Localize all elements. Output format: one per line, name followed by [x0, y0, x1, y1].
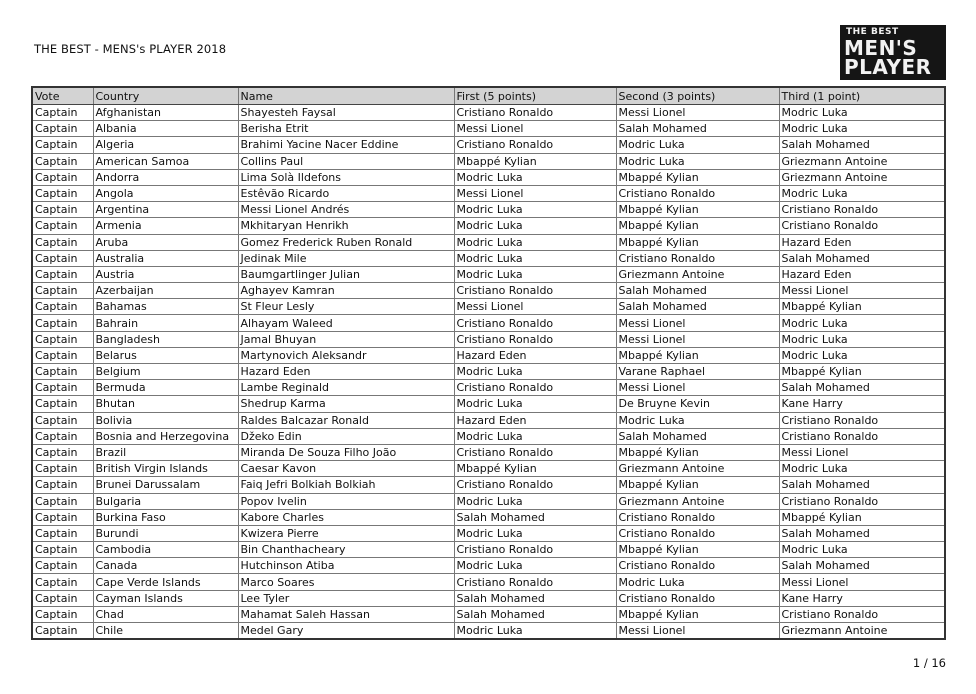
country-cell: Cambodia	[93, 542, 238, 558]
table-row	[32, 493, 945, 509]
second-choice-cell: Messi Lionel	[616, 315, 779, 331]
first-choice-cell: Cristiano Ronaldo	[454, 105, 616, 121]
second-choice-cell: Mbappé Kylian	[616, 542, 779, 558]
vote-cell: Captain	[32, 477, 93, 493]
country-cell: Afghanistan	[93, 105, 238, 121]
country-cell: Bhutan	[93, 396, 238, 412]
table-row	[32, 283, 945, 299]
table-row	[32, 396, 945, 412]
table-row	[32, 121, 945, 137]
table-row	[32, 428, 945, 444]
name-cell: Kabore Charles	[238, 509, 454, 525]
name-cell: Shayesteh Faysal	[238, 105, 454, 121]
second-choice-cell: Cristiano Ronaldo	[616, 509, 779, 525]
logo-line-2: MEN'S	[844, 36, 918, 60]
first-choice-cell: Modric Luka	[454, 169, 616, 185]
first-choice-cell: Cristiano Ronaldo	[454, 283, 616, 299]
third-choice-cell: Salah Mohamed	[779, 525, 945, 541]
third-choice-cell: Cristiano Ronaldo	[779, 493, 945, 509]
table-row	[32, 250, 945, 266]
second-choice-cell: Mbappé Kylian	[616, 218, 779, 234]
vote-cell: Captain	[32, 444, 93, 460]
vote-cell: Captain	[32, 299, 93, 315]
third-choice-cell: Mbappé Kylian	[779, 364, 945, 380]
second-choice-cell: Griezmann Antoine	[616, 461, 779, 477]
first-choice-cell: Cristiano Ronaldo	[454, 380, 616, 396]
second-choice-cell: Griezmann Antoine	[616, 266, 779, 282]
country-cell: Bahamas	[93, 299, 238, 315]
name-cell: Lambe Reginald	[238, 380, 454, 396]
third-choice-cell: Modric Luka	[779, 331, 945, 347]
third-choice-cell: Salah Mohamed	[779, 137, 945, 153]
country-cell: Cape Verde Islands	[93, 574, 238, 590]
vote-cell: Captain	[32, 185, 93, 201]
vote-cell: Captain	[32, 380, 93, 396]
second-choice-cell: De Bruyne Kevin	[616, 396, 779, 412]
first-choice-cell: Cristiano Ronaldo	[454, 331, 616, 347]
third-choice-cell: Salah Mohamed	[779, 558, 945, 574]
name-cell: Alhayam Waleed	[238, 315, 454, 331]
table-row	[32, 153, 945, 169]
first-choice-cell: Salah Mohamed	[454, 606, 616, 622]
country-cell: Canada	[93, 558, 238, 574]
country-cell: Armenia	[93, 218, 238, 234]
country-cell: British Virgin Islands	[93, 461, 238, 477]
first-choice-cell: Cristiano Ronaldo	[454, 444, 616, 460]
vote-cell: Captain	[32, 461, 93, 477]
name-cell: Marco Soares	[238, 574, 454, 590]
name-cell: Baumgartlinger Julian	[238, 266, 454, 282]
second-choice-cell: Messi Lionel	[616, 623, 779, 640]
second-choice-cell: Cristiano Ronaldo	[616, 525, 779, 541]
vote-cell: Captain	[32, 347, 93, 363]
second-choice-cell: Mbappé Kylian	[616, 202, 779, 218]
name-cell: Lee Tyler	[238, 590, 454, 606]
logo-line-1: THE BEST	[846, 27, 899, 37]
second-choice-cell: Salah Mohamed	[616, 428, 779, 444]
column-header-third: Third (1 point)	[779, 87, 945, 105]
name-cell: Berisha Etrit	[238, 121, 454, 137]
first-choice-cell: Messi Lionel	[454, 299, 616, 315]
third-choice-cell: Cristiano Ronaldo	[779, 412, 945, 428]
third-choice-cell: Modric Luka	[779, 315, 945, 331]
country-cell: Argentina	[93, 202, 238, 218]
table-row	[32, 218, 945, 234]
country-cell: Brunei Darussalam	[93, 477, 238, 493]
table-row	[32, 347, 945, 363]
second-choice-cell: Cristiano Ronaldo	[616, 250, 779, 266]
second-choice-cell: Modric Luka	[616, 137, 779, 153]
first-choice-cell: Modric Luka	[454, 525, 616, 541]
third-choice-cell: Griezmann Antoine	[779, 169, 945, 185]
name-cell: Shedrup Karma	[238, 396, 454, 412]
table-row	[32, 412, 945, 428]
third-choice-cell: Kane Harry	[779, 396, 945, 412]
country-cell: Bosnia and Herzegovina	[93, 428, 238, 444]
first-choice-cell: Salah Mohamed	[454, 590, 616, 606]
vote-cell: Captain	[32, 623, 93, 640]
country-cell: Cayman Islands	[93, 590, 238, 606]
vote-cell: Captain	[32, 509, 93, 525]
second-choice-cell: Modric Luka	[616, 412, 779, 428]
column-header-country: Country	[93, 87, 238, 105]
document-title: THE BEST - MENS's PLAYER 2018	[34, 42, 227, 56]
third-choice-cell: Mbappé Kylian	[779, 299, 945, 315]
second-choice-cell: Cristiano Ronaldo	[616, 185, 779, 201]
second-choice-cell: Salah Mohamed	[616, 283, 779, 299]
third-choice-cell: Modric Luka	[779, 105, 945, 121]
logo-line-3: PLAYER	[844, 55, 932, 79]
vote-cell: Captain	[32, 283, 93, 299]
first-choice-cell: Cristiano Ronaldo	[454, 137, 616, 153]
third-choice-cell: Cristiano Ronaldo	[779, 202, 945, 218]
third-choice-cell: Modric Luka	[779, 185, 945, 201]
second-choice-cell: Salah Mohamed	[616, 121, 779, 137]
name-cell: Martynovich Aleksandr	[238, 347, 454, 363]
table-row	[32, 234, 945, 250]
first-choice-cell: Modric Luka	[454, 493, 616, 509]
first-choice-cell: Messi Lionel	[454, 185, 616, 201]
name-cell: Hutchinson Atiba	[238, 558, 454, 574]
table-row	[32, 331, 945, 347]
first-choice-cell: Modric Luka	[454, 234, 616, 250]
third-choice-cell: Messi Lionel	[779, 283, 945, 299]
second-choice-cell: Modric Luka	[616, 153, 779, 169]
country-cell: Bulgaria	[93, 493, 238, 509]
table-row	[32, 266, 945, 282]
country-cell: Austria	[93, 266, 238, 282]
vote-cell: Captain	[32, 493, 93, 509]
country-cell: Chad	[93, 606, 238, 622]
name-cell: Džeko Edin	[238, 428, 454, 444]
third-choice-cell: Hazard Eden	[779, 234, 945, 250]
country-cell: Andorra	[93, 169, 238, 185]
table-row	[32, 444, 945, 460]
second-choice-cell: Mbappé Kylian	[616, 347, 779, 363]
vote-cell: Captain	[32, 331, 93, 347]
country-cell: Brazil	[93, 444, 238, 460]
name-cell: Mahamat Saleh Hassan	[238, 606, 454, 622]
first-choice-cell: Modric Luka	[454, 266, 616, 282]
second-choice-cell: Messi Lionel	[616, 331, 779, 347]
table-row	[32, 606, 945, 622]
vote-cell: Captain	[32, 234, 93, 250]
third-choice-cell: Salah Mohamed	[779, 380, 945, 396]
name-cell: Jamal Bhuyan	[238, 331, 454, 347]
vote-cell: Captain	[32, 250, 93, 266]
name-cell: Estêvão Ricardo	[238, 185, 454, 201]
second-choice-cell: Mbappé Kylian	[616, 444, 779, 460]
country-cell: Bolivia	[93, 412, 238, 428]
table-row	[32, 477, 945, 493]
second-choice-cell: Messi Lionel	[616, 380, 779, 396]
second-choice-cell: Modric Luka	[616, 574, 779, 590]
first-choice-cell: Modric Luka	[454, 396, 616, 412]
vote-cell: Captain	[32, 266, 93, 282]
first-choice-cell: Mbappé Kylian	[454, 461, 616, 477]
second-choice-cell: Cristiano Ronaldo	[616, 590, 779, 606]
first-choice-cell: Modric Luka	[454, 202, 616, 218]
third-choice-cell: Cristiano Ronaldo	[779, 428, 945, 444]
table-row	[32, 542, 945, 558]
country-cell: Albania	[93, 121, 238, 137]
vote-cell: Captain	[32, 105, 93, 121]
vote-cell: Captain	[32, 525, 93, 541]
table-row	[32, 169, 945, 185]
vote-cell: Captain	[32, 558, 93, 574]
first-choice-cell: Cristiano Ronaldo	[454, 574, 616, 590]
table-row	[32, 315, 945, 331]
third-choice-cell: Modric Luka	[779, 461, 945, 477]
first-choice-cell: Salah Mohamed	[454, 509, 616, 525]
vote-cell: Captain	[32, 121, 93, 137]
country-cell: Australia	[93, 250, 238, 266]
first-choice-cell: Messi Lionel	[454, 121, 616, 137]
vote-cell: Captain	[32, 364, 93, 380]
vote-cell: Captain	[32, 153, 93, 169]
second-choice-cell: Mbappé Kylian	[616, 234, 779, 250]
name-cell: Collins Paul	[238, 153, 454, 169]
vote-cell: Captain	[32, 428, 93, 444]
name-cell: Popov Ivelin	[238, 493, 454, 509]
table-row	[32, 137, 945, 153]
third-choice-cell: Mbappé Kylian	[779, 509, 945, 525]
vote-cell: Captain	[32, 169, 93, 185]
country-cell: Bahrain	[93, 315, 238, 331]
vote-cell: Captain	[32, 315, 93, 331]
country-cell: Bangladesh	[93, 331, 238, 347]
table-row	[32, 558, 945, 574]
name-cell: Brahimi Yacine Nacer Eddine	[238, 137, 454, 153]
country-cell: American Samoa	[93, 153, 238, 169]
table-row	[32, 299, 945, 315]
first-choice-cell: Cristiano Ronaldo	[454, 542, 616, 558]
vote-cell: Captain	[32, 542, 93, 558]
third-choice-cell: Messi Lionel	[779, 444, 945, 460]
country-cell: Aruba	[93, 234, 238, 250]
table-row	[32, 380, 945, 396]
vote-cell: Captain	[32, 218, 93, 234]
name-cell: Miranda De Souza Filho João	[238, 444, 454, 460]
country-cell: Burundi	[93, 525, 238, 541]
country-cell: Algeria	[93, 137, 238, 153]
country-cell: Azerbaijan	[93, 283, 238, 299]
table-row	[32, 461, 945, 477]
second-choice-cell: Salah Mohamed	[616, 299, 779, 315]
name-cell: Faiq Jefri Bolkiah Bolkiah	[238, 477, 454, 493]
country-cell: Angola	[93, 185, 238, 201]
country-cell: Burkina Faso	[93, 509, 238, 525]
first-choice-cell: Modric Luka	[454, 218, 616, 234]
third-choice-cell: Kane Harry	[779, 590, 945, 606]
second-choice-cell: Mbappé Kylian	[616, 477, 779, 493]
first-choice-cell: Modric Luka	[454, 250, 616, 266]
first-choice-cell: Cristiano Ronaldo	[454, 315, 616, 331]
third-choice-cell: Modric Luka	[779, 542, 945, 558]
first-choice-cell: Modric Luka	[454, 623, 616, 640]
name-cell: Raldes Balcazar Ronald	[238, 412, 454, 428]
third-choice-cell: Hazard Eden	[779, 266, 945, 282]
name-cell: Messi Lionel Andrés	[238, 202, 454, 218]
vote-cell: Captain	[32, 412, 93, 428]
second-choice-cell: Mbappé Kylian	[616, 169, 779, 185]
table-row	[32, 202, 945, 218]
name-cell: St Fleur Lesly	[238, 299, 454, 315]
name-cell: Mkhitaryan Henrikh	[238, 218, 454, 234]
table-row	[32, 509, 945, 525]
first-choice-cell: Hazard Eden	[454, 412, 616, 428]
name-cell: Hazard Eden	[238, 364, 454, 380]
third-choice-cell: Griezmann Antoine	[779, 623, 945, 640]
first-choice-cell: Hazard Eden	[454, 347, 616, 363]
name-cell: Lima Solà Ildefons	[238, 169, 454, 185]
column-header-first: First (5 points)	[454, 87, 616, 105]
second-choice-cell: Cristiano Ronaldo	[616, 558, 779, 574]
vote-cell: Captain	[32, 574, 93, 590]
second-choice-cell: Messi Lionel	[616, 105, 779, 121]
third-choice-cell: Salah Mohamed	[779, 477, 945, 493]
column-header-name: Name	[238, 87, 454, 105]
name-cell: Bin Chanthacheary	[238, 542, 454, 558]
first-choice-cell: Modric Luka	[454, 558, 616, 574]
first-choice-cell: Modric Luka	[454, 428, 616, 444]
table-row	[32, 105, 945, 121]
name-cell: Medel Gary	[238, 623, 454, 640]
third-choice-cell: Griezmann Antoine	[779, 153, 945, 169]
country-cell: Chile	[93, 623, 238, 640]
name-cell: Kwizera Pierre	[238, 525, 454, 541]
votes-table	[31, 86, 946, 640]
country-cell: Belgium	[93, 364, 238, 380]
second-choice-cell: Mbappé Kylian	[616, 606, 779, 622]
second-choice-cell: Griezmann Antoine	[616, 493, 779, 509]
country-cell: Bermuda	[93, 380, 238, 396]
third-choice-cell: Modric Luka	[779, 121, 945, 137]
table-row	[32, 364, 945, 380]
vote-cell: Captain	[32, 202, 93, 218]
table-row	[32, 590, 945, 606]
first-choice-cell: Modric Luka	[454, 364, 616, 380]
vote-cell: Captain	[32, 606, 93, 622]
third-choice-cell: Cristiano Ronaldo	[779, 606, 945, 622]
country-cell: Belarus	[93, 347, 238, 363]
table-row	[32, 574, 945, 590]
table-header-row	[32, 87, 945, 105]
third-choice-cell: Messi Lionel	[779, 574, 945, 590]
column-header-vote: Vote	[32, 87, 93, 105]
name-cell: Jedinak Mile	[238, 250, 454, 266]
vote-cell: Captain	[32, 137, 93, 153]
third-choice-cell: Cristiano Ronaldo	[779, 218, 945, 234]
first-choice-cell: Mbappé Kylian	[454, 153, 616, 169]
table-row	[32, 623, 945, 640]
name-cell: Caesar Kavon	[238, 461, 454, 477]
name-cell: Gomez Frederick Ruben Ronald	[238, 234, 454, 250]
page-number: 1 / 16	[912, 656, 946, 670]
the-best-logo	[840, 25, 946, 80]
third-choice-cell: Modric Luka	[779, 347, 945, 363]
name-cell: Aghayev Kamran	[238, 283, 454, 299]
column-header-second: Second (3 points)	[616, 87, 779, 105]
table-body	[32, 105, 945, 640]
vote-cell: Captain	[32, 396, 93, 412]
table-row	[32, 185, 945, 201]
first-choice-cell: Cristiano Ronaldo	[454, 477, 616, 493]
vote-cell: Captain	[32, 590, 93, 606]
third-choice-cell: Salah Mohamed	[779, 250, 945, 266]
second-choice-cell: Varane Raphael	[616, 364, 779, 380]
table-row	[32, 525, 945, 541]
